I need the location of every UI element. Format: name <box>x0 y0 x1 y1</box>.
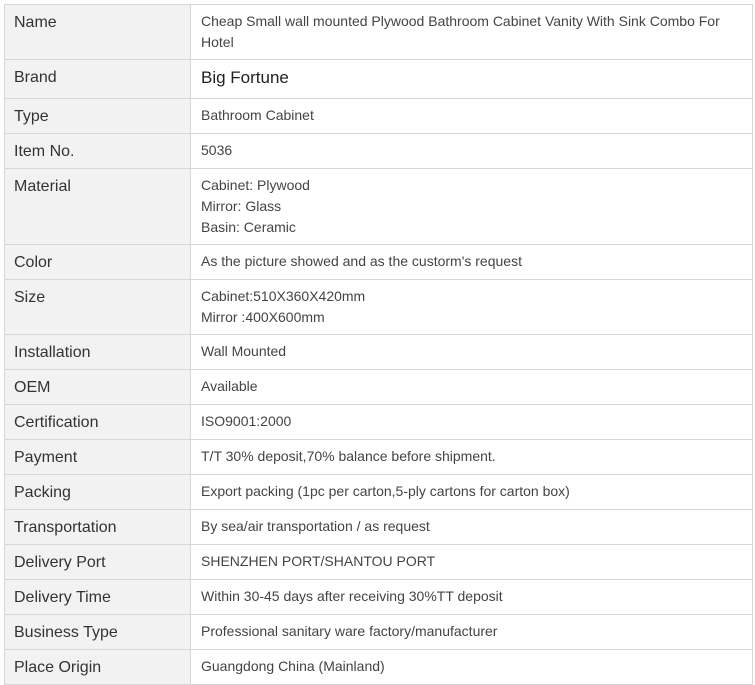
value-line: Wall Mounted <box>201 343 287 359</box>
row-label: Brand <box>5 60 191 99</box>
row-label: OEM <box>5 370 191 405</box>
table-row <box>5 615 753 650</box>
value-line: Available <box>201 378 258 394</box>
table-row <box>5 245 753 280</box>
row-label: Packing <box>5 475 191 510</box>
row-label: Size <box>5 280 191 335</box>
value-line: Guangdong China (Mainland) <box>201 658 385 674</box>
product-spec-table <box>4 4 753 685</box>
row-label: Delivery Port <box>5 545 191 580</box>
row-label: Business Type <box>5 615 191 650</box>
row-value <box>191 440 753 475</box>
value-line: SHENZHEN PORT/SHANTOU PORT <box>201 553 436 569</box>
row-value <box>191 475 753 510</box>
row-value <box>191 134 753 169</box>
table-row <box>5 475 753 510</box>
row-label: Item No. <box>5 134 191 169</box>
row-label: Place Origin <box>5 650 191 685</box>
row-value <box>191 245 753 280</box>
table-row <box>5 370 753 405</box>
table-row <box>5 650 753 685</box>
table-row <box>5 510 753 545</box>
row-value <box>191 99 753 134</box>
row-label: Installation <box>5 335 191 370</box>
value-line: 5036 <box>201 142 233 158</box>
table-row <box>5 545 753 580</box>
value-line: Export packing (1pc per carton,5-ply cartons for carton box) <box>201 483 570 499</box>
row-value <box>191 510 753 545</box>
value-line: By sea/air transportation / as request <box>201 518 430 534</box>
row-value <box>191 169 753 245</box>
value-line: Within 30-45 days after receiving 30%TT deposit <box>201 588 503 604</box>
table-row <box>5 335 753 370</box>
row-label: Color <box>5 245 191 280</box>
value-line: Professional sanitary ware factory/manufacturer <box>201 623 498 639</box>
value-line: Big Fortune <box>201 68 289 87</box>
row-value <box>191 335 753 370</box>
row-label: Transportation <box>5 510 191 545</box>
table-row <box>5 405 753 440</box>
row-value <box>191 60 753 99</box>
row-value <box>191 615 753 650</box>
table-row <box>5 169 753 245</box>
row-label: Certification <box>5 405 191 440</box>
table-row <box>5 134 753 169</box>
row-label: Payment <box>5 440 191 475</box>
row-value <box>191 5 753 60</box>
value-line: Bathroom Cabinet <box>201 107 314 123</box>
row-label: Delivery Time <box>5 580 191 615</box>
value-line: T/T 30% deposit,70% balance before shipment. <box>201 448 496 464</box>
table-row <box>5 99 753 134</box>
value-line: Mirror :400X600mm <box>201 309 325 325</box>
table-row <box>5 280 753 335</box>
row-label: Material <box>5 169 191 245</box>
value-line: ISO9001:2000 <box>201 413 292 429</box>
row-value <box>191 405 753 440</box>
row-value <box>191 280 753 335</box>
row-label: Type <box>5 99 191 134</box>
table-row <box>5 580 753 615</box>
row-value <box>191 580 753 615</box>
value-line: Cheap Small wall mounted Plywood Bathroom Cabinet Vanity With Sink Combo For Hotel <box>201 13 720 50</box>
value-line: Basin: Ceramic <box>201 219 296 235</box>
row-value <box>191 650 753 685</box>
row-value <box>191 545 753 580</box>
table-row <box>5 5 753 60</box>
value-line: As the picture showed and as the custorm's request <box>201 253 522 269</box>
value-line: Cabinet:510X360X420mm <box>201 288 366 304</box>
table-row <box>5 440 753 475</box>
row-label: Name <box>5 5 191 60</box>
row-value <box>191 370 753 405</box>
value-line: Mirror: Glass <box>201 198 282 214</box>
value-line: Cabinet: Plywood <box>201 177 310 193</box>
table-row <box>5 60 753 99</box>
